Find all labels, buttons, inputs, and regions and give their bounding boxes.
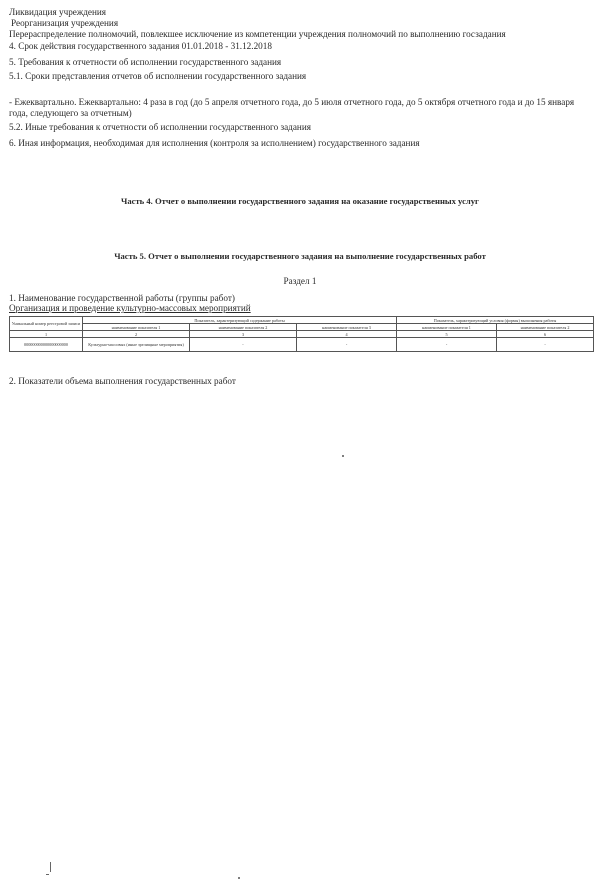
part-4-title: Часть 4. Отчет о выполнении государственного задания на оказание государственных услуг [121,196,479,206]
table-cell-work-type: Культурно-массовых (иные зрелищные мероприятия) [83,338,190,352]
column-number: 3 [190,331,297,338]
table-cell-registry: 000000000000000000000 [10,338,83,352]
work-name-label: 1. Наименование государственной работы (группы работ) [9,293,235,303]
column-number: 6 [497,331,594,338]
subheader-cell: наименование показателя 2 [497,324,594,331]
header-registry-number: Уникальный номер реестровой записи [10,317,83,331]
item-5-reporting: 5. Требования к отчетности об исполнении государственного задания [9,57,282,67]
table-row [10,338,594,352]
item-5-2-other-requirements: 5.2. Иные требования к отчетности об исполнении государственного задания [9,122,311,132]
table-number-row [10,331,594,338]
work-indicators-table [9,316,594,352]
header-content-indicator: Показатель, характеризующий содержание работы [83,317,397,324]
item-2-volume-indicators: 2. Показатели объема выполнения государственных работ [9,376,236,386]
table-cell: - [397,338,497,352]
scan-speck [238,877,240,879]
subheader-cell: наименование показателя 1 [397,324,497,331]
scan-speck [342,455,344,457]
header-line-redistribution: Перераспределение полномочий, повлекшее исключение из компетенции учреждения полномочий по выполнению госзадания [9,29,506,39]
scan-mark [50,862,51,872]
item-4-term: 4. Срок действия государственного задания 01.01.2018 - 31.12.2018 [9,41,272,51]
table-cell: - [297,338,397,352]
column-number: 2 [83,331,190,338]
item-5-1-deadlines: 5.1. Сроки представления отчетов об исполнении государственного задания [9,71,307,81]
table-subheader-row [10,324,594,331]
header-conditions-indicator: Показатель, характеризующий условия (формы) выполнения работы [397,317,594,324]
section-title: Раздел 1 [283,276,317,286]
subheader-cell: наименование показателя 2 [190,324,297,331]
header-line-liquidation: Ликвидация учреждения [9,7,107,17]
column-number: 4 [297,331,397,338]
item-6-other-info: 6. Иная информация, необходимая для исполнения (контроля за исполнением) государственного задания [9,138,420,148]
subheader-cell: наименование показателя 3 [297,324,397,331]
column-number: 5 [397,331,497,338]
column-number: 1 [10,331,83,338]
table-cell: - [497,338,594,352]
table-cell: - [190,338,297,352]
subheader-cell: наименование показателя 1 [83,324,190,331]
item-5-1-text: - Ежеквартально. Ежеквартально: 4 раза в год (до 5 апреля отчетного года, до 5 июля отчетного года, до 5 октября отчетного года и до 15 января года, следующего за отчетным) [9,97,575,118]
work-name-value: Организация и проведение культурно-массовых мероприятий [9,303,251,313]
table-header-row [10,317,594,324]
scan-mark [46,874,49,875]
header-line-reorganization: Реорганизация учреждения [11,18,119,28]
part-5-title: Часть 5. Отчет о выполнении государственного задания на выполнение государственных работ [114,251,486,261]
